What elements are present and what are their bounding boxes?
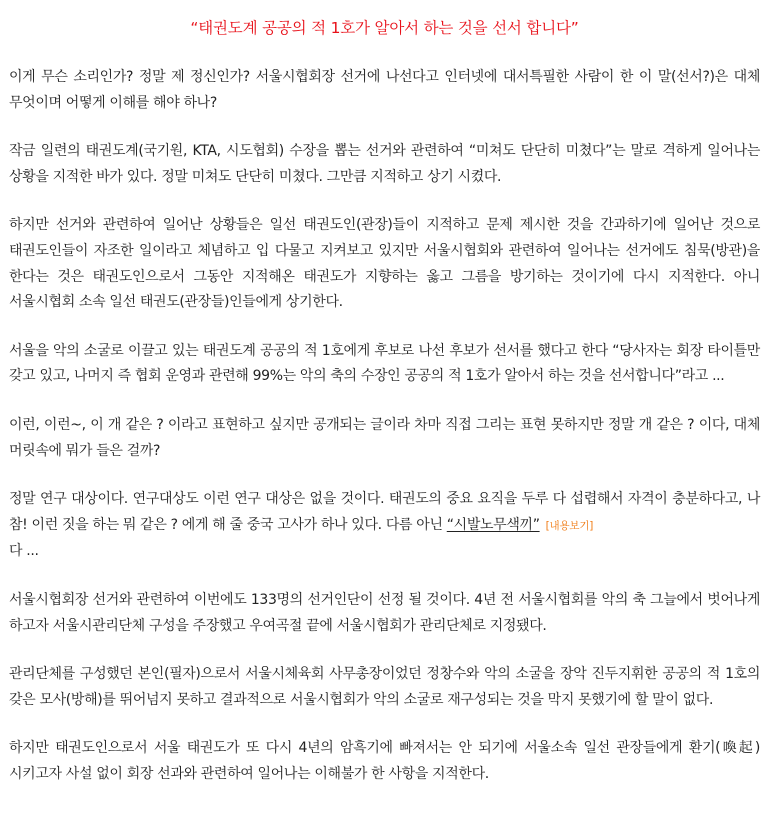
article-body	[9, 65, 760, 787]
paragraph-with-link	[9, 487, 760, 565]
article-headline: “태권도계 공공의 적 1호가 알아서 하는 것을 선서 합니다”	[190, 19, 579, 37]
paragraph-text: 정말 연구 대상이다. 연구대상도 이런 연구 대상은 없을 것이다. 태권도의 중요 요직을 두루 다 섭렵해서 자격이 충분하다고, 나 참! 이런 짓을 하는 뭐 같은 ? 에게 해 줄 중국 고사가 하나 있다. 다름 아닌	[9, 491, 760, 533]
paragraph: 하지만 선거와 관련하여 일어난 상황들은 일선 태권도인(관장)들이 지적하고 문제 제시한 것을 간과하기에 일어난 것으로 태권도인들이 자조한 일이라고 체념하고 입 다물고 지켜보고 있지만 서울시협회와 관련하여 일어나는 선거에도 침묵(방관)을 한다는 것은 태권도인으로서 그동안 지적해온 태권도가 지향하는 옳고 그름을 방기하는 것이기에 다시 지적한다. 아니 서울시협회 소속 일선 태권도(관장들)인들에게 상기한다.	[9, 217, 760, 311]
paragraph: 이게 무슨 소리인가? 정말 제 정신인가? 서울시협회장 선거에 나선다고 인터넷에 대서특필한 사람이 한 이 말(선서?)은 대체 무엇이며 어떻게 이해를 해야 하나?	[9, 69, 760, 111]
view-content-link[interactable]: [내용보기]	[545, 519, 594, 532]
paragraph-text: 다 ...	[9, 543, 39, 560]
paragraph: 관리단체를 구성했던 본인(필자)으로서 서울시체육회 사무총장이었던 정창수와 악의 소굴을 장악 진두지휘한 공공의 적 1호의 갖은 모사(방해)를 뛰어넘지 못하고 결과적으로 서울시협회가 악의 소굴로 재구성되는 것을 막지 못했기에 할 말이 없다.	[9, 666, 760, 708]
paragraph: 서울을 악의 소굴로 이끌고 있는 태권도계 공공의 적 1호에게 후보로 나선 후보가 선서를 했다고 한다 “당사자는 회장 타이틀만 갖고 있고, 나머지 즉 협회 운영과 관련해 99%는 악의 축의 수장인 공공의 적 1호가 알아서 하는 것을 선서합니다”라고 ...	[9, 342, 760, 385]
paragraph: 이런, 이런~, 이 개 같은 ? 이라고 표현하고 싶지만 공개되는 글이라 차마 직접 그리는 표현 못하지만 정말 개 같은 ? 이다, 대체 머릿속에 뭐가 들은 걸까?	[9, 416, 760, 459]
paragraph: 하지만 태권도인으로서 서울 태권도가 또 다시 4년의 암흑기에 빠져서는 안 되기에 서울소속 일선 관장들에게 환기(喚起) 시키고자 사설 없이 회장 선과와 관련하여 일어나는 이해불가 한 사항을 지적한다.	[9, 740, 760, 782]
paragraph: 서울시협회장 선거와 관련하여 이번에도 133명의 선거인단이 선정 될 것이다. 4년 전 서울시협회를 악의 축 그늘에서 벗어나게 하고자 서울시관리단체 구성을 주장했고 우여곡절 끝에 서울시협회가 관리단체로 지정됐다.	[9, 591, 760, 634]
paragraph: 작금 일련의 태권도계(국기원, KTA, 시도협회) 수장을 뽑는 선거와 관련하여 “미쳐도 단단히 미쳤다”는 말로 격하게 일어나는 상황을 지적한 바가 있다. 정말 미쳐도 단단히 미쳤다. 그만큼 지적하고 상기 시켰다.	[9, 143, 760, 185]
quoted-term: “시발노무색끼”	[446, 516, 540, 533]
